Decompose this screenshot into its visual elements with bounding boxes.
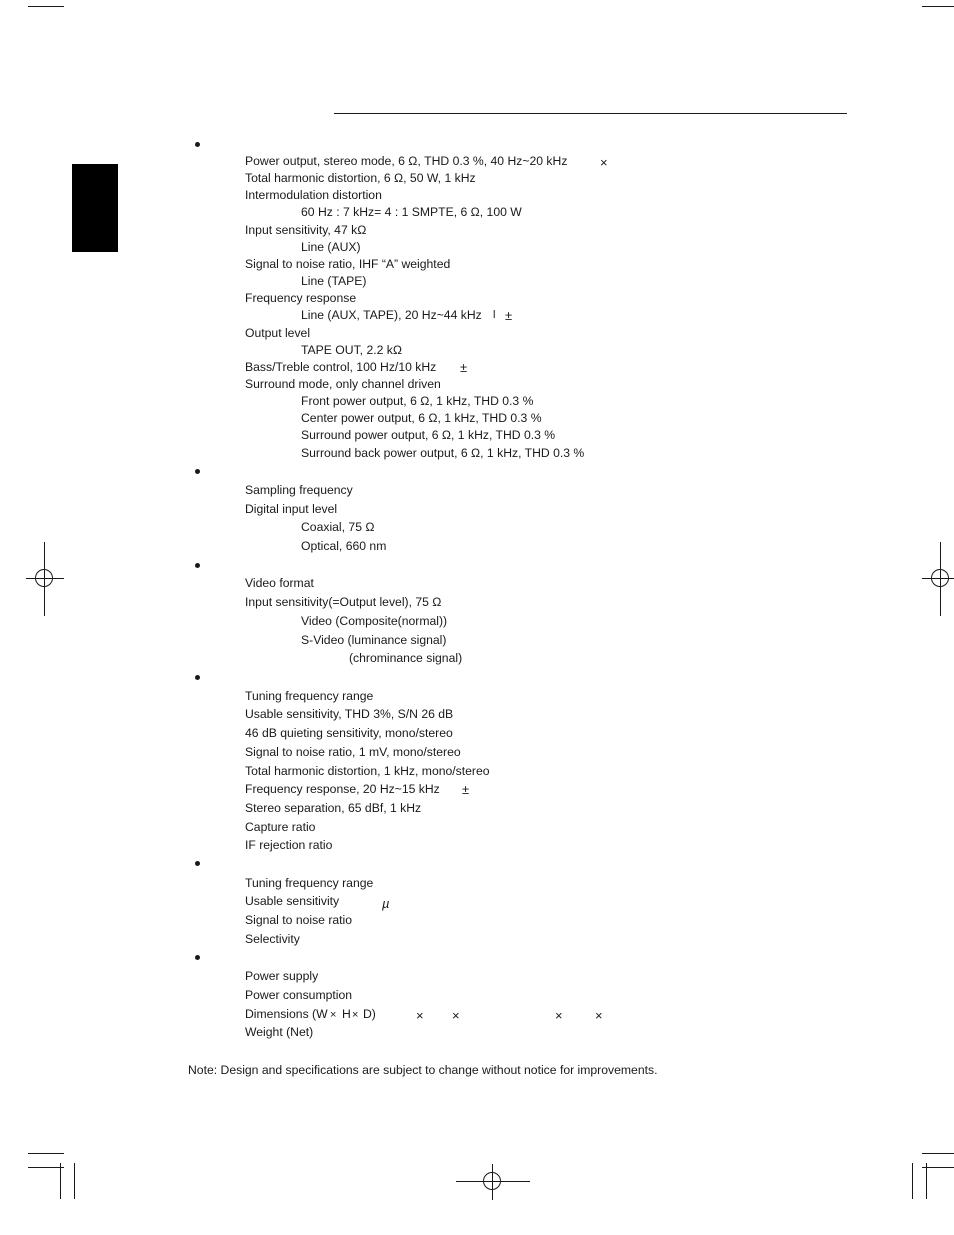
spec-label: Tuning frequency range <box>245 876 374 890</box>
spec-label: Power output, stereo mode, 6 Ω, THD 0.3 %, 40 Hz~20 kHz <box>245 154 568 168</box>
spec-label: Stereo separation, 65 dBf, 1 kHz <box>245 801 422 815</box>
plus-minus-symbol: ± <box>460 360 468 375</box>
spec-label: Usable sensitivity, THD 3%, S/N 26 dB <box>245 707 454 721</box>
spec-label: Frequency response <box>245 291 357 305</box>
registration-circle <box>931 569 949 587</box>
spec-label: Usable sensitivity <box>245 894 340 908</box>
spec-sublabel: Surround back power output, 6 Ω, 1 kHz, THD 0.3 % <box>301 446 585 460</box>
plus-minus-symbol: ± <box>462 782 470 797</box>
spec-sublabel: Line (AUX) <box>301 240 361 254</box>
section-bullet-digital <box>195 469 200 474</box>
times-symbol: × <box>352 1009 359 1021</box>
registration-circle <box>35 569 53 587</box>
spec-label: Tuning frequency range <box>245 689 374 703</box>
spec-label: Signal to noise ratio <box>245 913 353 927</box>
spec-label: H <box>342 1007 351 1021</box>
spec-label: Surround mode, only channel driven <box>245 377 441 391</box>
spec-label: Sampling frequency <box>245 483 353 497</box>
spec-label: Total harmonic distortion, 1 kHz, mono/stereo <box>245 764 490 778</box>
crop-mark <box>74 1163 75 1199</box>
crop-mark <box>922 1153 954 1154</box>
spec-sublabel: S-Video (luminance signal) <box>301 633 447 647</box>
times-symbol: × <box>330 1009 337 1021</box>
spec-sublabel: Optical, 660 nm <box>301 539 387 553</box>
spec-label: Dimensions (W <box>245 1007 328 1021</box>
spec-label: Digital input level <box>245 502 338 516</box>
spec-label: Input sensitivity(=Output level), 75 Ω <box>245 595 442 609</box>
section-bullet-video <box>195 563 200 568</box>
times-symbol: × <box>600 155 608 170</box>
spec-label: Power consumption <box>245 988 353 1002</box>
spec-label: Signal to noise ratio, 1 mV, mono/stereo <box>245 745 461 759</box>
micro-symbol: µ <box>382 896 390 911</box>
spec-sublabel: Video (Composite(normal)) <box>301 614 448 628</box>
spec-sublabel: Line (TAPE) <box>301 274 367 288</box>
spec-sublabel: TAPE OUT, 2.2 kΩ <box>301 343 402 357</box>
spec-label: Signal to noise ratio, IHF “A” weighted <box>245 257 451 271</box>
crop-mark <box>926 1163 927 1199</box>
spec-sublabel: 60 Hz : 7 kHz= 4 : 1 SMPTE, 6 Ω, 100 W <box>301 205 522 219</box>
spec-label: Power supply <box>245 969 319 983</box>
spec-label: Total harmonic distortion, 6 Ω, 50 W, 1 kHz <box>245 171 476 185</box>
spec-label: Capture ratio <box>245 820 316 834</box>
spec-label: Input sensitivity, 47 kΩ <box>245 223 367 237</box>
crop-mark <box>28 1153 64 1154</box>
spec-sublabel: (chrominance signal) <box>349 651 463 665</box>
language-tab <box>72 164 118 252</box>
spec-label: Bass/Treble control, 100 Hz/10 kHz <box>245 360 437 374</box>
crop-mark <box>912 1163 913 1199</box>
spec-sublabel: Surround power output, 6 Ω, 1 kHz, THD 0.3 % <box>301 428 556 442</box>
crop-mark <box>28 1167 64 1168</box>
times-symbol: × <box>416 1008 424 1023</box>
plus-minus-symbol: ± <box>505 308 513 323</box>
times-symbol: × <box>555 1008 563 1023</box>
spec-label: Output level <box>245 326 311 340</box>
crop-mark <box>922 6 954 7</box>
section-bullet-fm-tuner <box>195 675 200 680</box>
crop-mark <box>60 1163 61 1199</box>
spec-label: 46 dB quieting sensitivity, mono/stereo <box>245 726 453 740</box>
spec-label: Video format <box>245 576 314 590</box>
header-rule <box>334 113 847 114</box>
times-symbol: × <box>452 1008 460 1023</box>
section-bullet-am-tuner <box>195 861 200 866</box>
spec-sublabel: Front power output, 6 Ω, 1 kHz, THD 0.3 % <box>301 394 534 408</box>
footnote: Note: Design and specifications are subject to change without notice for improvements. <box>188 1063 658 1077</box>
bar-symbol: l <box>493 309 496 321</box>
spec-label: Frequency response, 20 Hz~15 kHz <box>245 782 440 796</box>
spec-sublabel: Coaxial, 75 Ω <box>301 520 375 534</box>
times-symbol: × <box>595 1008 603 1023</box>
spec-label: Weight (Net) <box>245 1025 314 1039</box>
spec-label: IF rejection ratio <box>245 838 333 852</box>
registration-circle <box>483 1172 501 1190</box>
spec-sublabel: Center power output, 6 Ω, 1 kHz, THD 0.3 % <box>301 411 542 425</box>
section-bullet-general <box>195 955 200 960</box>
section-bullet-amplifier <box>195 142 200 147</box>
spec-label: Intermodulation distortion <box>245 188 382 202</box>
spec-sublabel: Line (AUX, TAPE), 20 Hz~44 kHz <box>301 308 482 322</box>
spec-label: Selectivity <box>245 932 300 946</box>
crop-mark <box>28 6 64 7</box>
spec-label: D) <box>363 1007 376 1021</box>
